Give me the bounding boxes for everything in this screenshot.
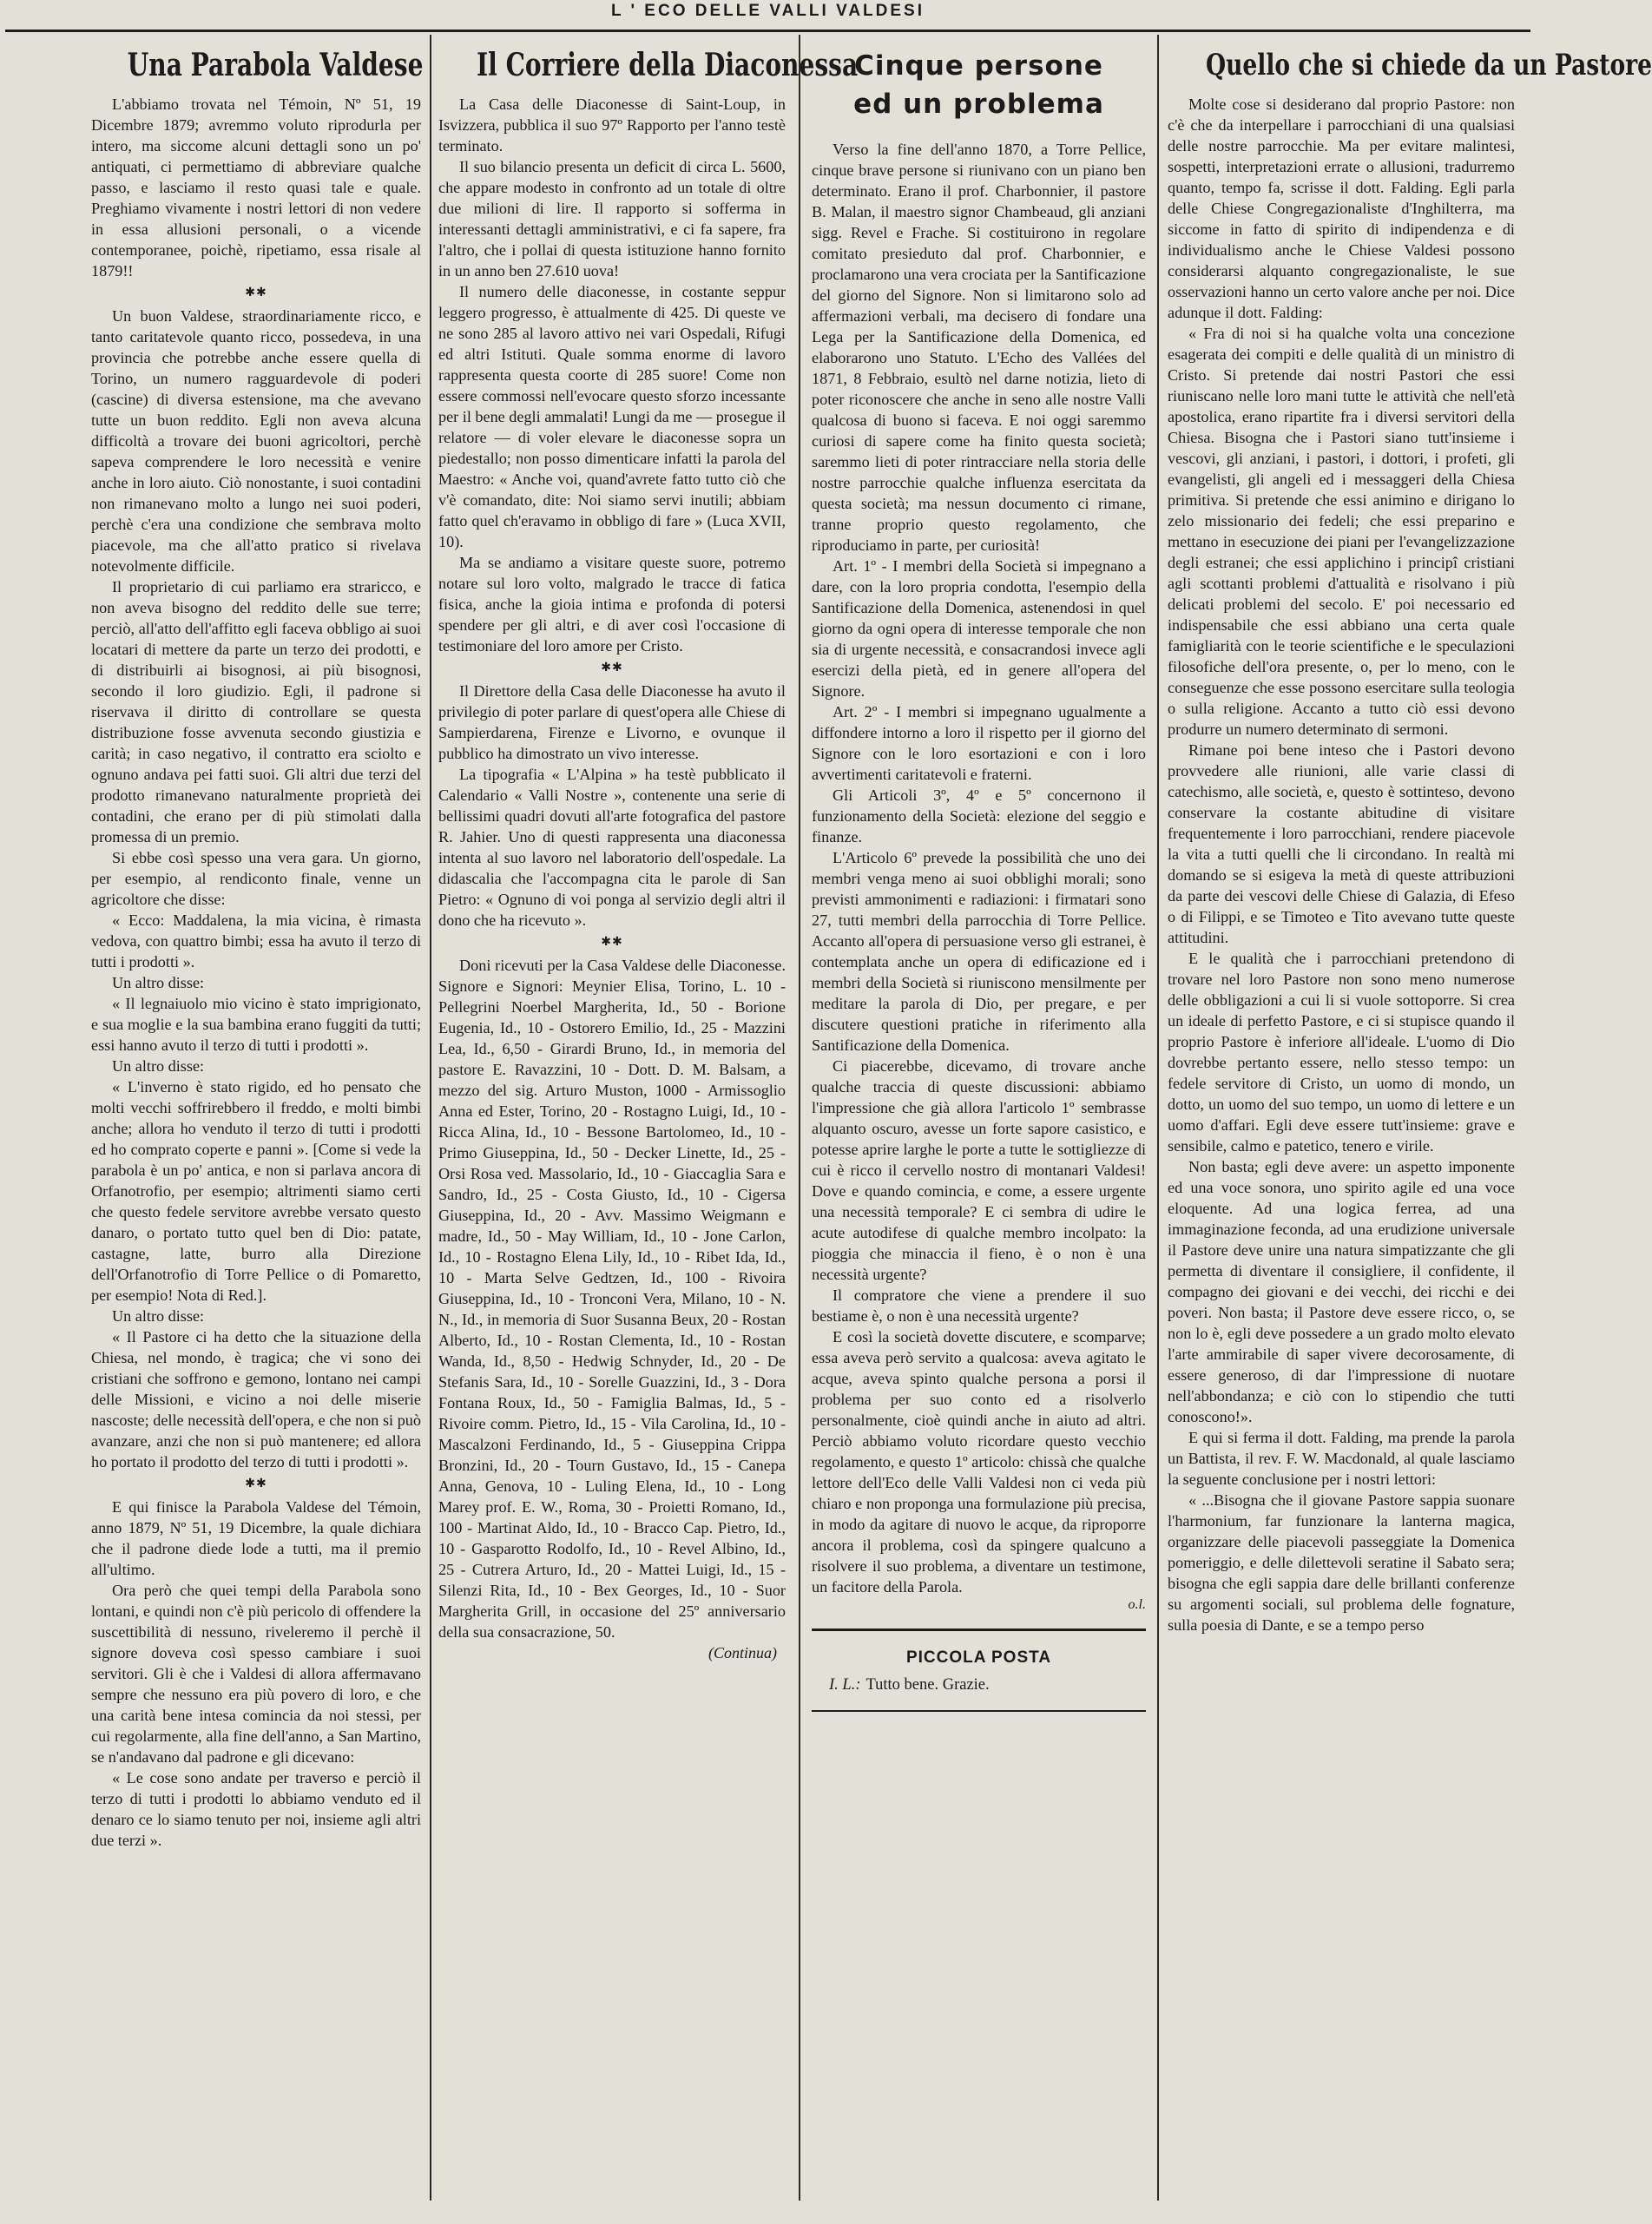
paragraph: Il proprietario di cui parliamo era straricco, e non aveva bisogno del reddito delle sue terre; perciò, all'atto dell'affitto egli faceva obbligo ai suoi locatari di mettere da parte un terzo dei prodotti, e di distribuirli ai bisognosi, ai più bisognosi, secondo il loro giudizio. Egli, il padrone si riservava il diritto di controllare se questa distribuzione fosse avvenuta secondo giustizia e carità; in caso negativo, il contratto era sciolto e ognuno andava pei fatti suoi. Gli altri due terzi del prodotto rimanevano naturalmente proprietà dei contadini, che erano per di più stimolati dalla promessa di un premio. bbox=[91, 578, 421, 846]
column-divider bbox=[799, 35, 800, 2201]
masthead-title: L ' ECO DELLE VALLI VALDESI bbox=[610, 2, 925, 20]
section-separator: ✱✱ bbox=[245, 286, 267, 299]
article-title-line1: Cinque persone bbox=[854, 50, 1103, 82]
continua-label: (Continua) bbox=[708, 1644, 777, 1661]
paragraph: Il compratore che viene a prendere il suo bestiame è, o non è una necessità urgente? bbox=[812, 1286, 1146, 1325]
article-title: Quello che si chiede da un Pastore bbox=[1206, 48, 1652, 82]
section-separator: ✱✱ bbox=[601, 661, 623, 674]
article-cinque-persone bbox=[812, 35, 1146, 2214]
paragraph: E qui finisce la Parabola Valdese del Témoin, anno 1879, Nº 51, 19 Dicembre, la quale dichiara che il padrone diede lode a tutti, ma il premio all'ultimo. bbox=[91, 1498, 421, 1578]
article-title bbox=[812, 47, 1146, 123]
paragraph: Un altro disse: bbox=[112, 1307, 205, 1325]
paragraph: Ora però che quei tempi della Parabola sono lontani, e quindi non c'è più pericolo di offendere la suscettibilità di nessuno, riveleremo il perchè il signore doveva così spesso cambiare i suoi servitori. Gli è che i Valdesi di allora affermavano sempre che nessuno era più povero di loro, e che una carità bene intesa comincia da noi stessi, per cui regolarmente, alla fine dell'anno, a San Martino, se n'andavano dal padrone e gli dicevano: bbox=[91, 1582, 421, 1766]
paragraph: L'Articolo 6º prevede la possibilità che uno dei membri venga meno ai suoi obblighi morali; sono previsti ammonimenti e radiazioni: i firmatari sono 27, tutti membri della parrocchia di Torre Pellice. Accanto all'opera di persuasione verso gli estranei, è contemplata anche un opera di edificazione ed i membri della Società si riuniscono mensilmente per meditare la parola di Dio, per pregare, e per discutere questioni pratiche in riferimento alla Santificazione della Domenica. bbox=[812, 849, 1146, 1054]
paragraph: « Fra di noi si ha qualche volta una concezione esagerata dei compiti e delle qualità di un ministro di Cristo. Si pretende dai nostri Pastori che essi riuniscano nelle loro mani tutte le attività che nell'età apostolica, erano ripartite fra i diversi servitori della Chiesa. Bisogna che i Pastori siano tutt'insieme i vescovi, gli anziani, i pastori, i dottori, i profeti, gli evangelisti, gli angeli ed i messaggeri della Chiesa primitiva. Si pretende che essi animino e dirigano lo zelo missionario dei fedeli; che essi preparino e mettano in esecuzione dei piani per l'evangelizzazione degli estranei; che essi applichino i principî cristiani agli scottanti problemi d'attualità e risolvano i più delicati problemi del secolo. E' poi necessario ed indispensabile che essi abbiano una certa quale famigliarità con le teorie scientifiche e le speculazioni filosofiche dell'ora presente, o, per lo meno, con le conseguenze che esse possono esercitare sulla teologia o sulla religione. Accanto a tutto ciò essi devono produrre un numero determinato di sermoni. bbox=[1168, 325, 1515, 738]
paragraph: E così la società dovette discutere, e scomparve; essa avevа però servito a qualcosa: aveva agitato le acque, aveva spinto qualche persona a porsi il problema per suo conto ed a risolverlo personalmente, cioè quindi anche in aiuto ad altri. Perciò abbiamo voluto ricordare questo vecchio regolamento, e questo 1º articolo: chissà che qualche lettore dell'Eco delle Valli Valdesi non ci veda più chiaro e non proponga una formulazione più precisa, in modo da agitare di nuovo le acque, da riproporre ancora il problema, così da spingere qualcuno a risolvere il suo problema, a diventare un testimone, un facitore della Parola. bbox=[812, 1328, 1146, 1596]
paragraph: Art. 2º - I membri si impegnano ugualmente a diffondere intorno a loro il rispetto per il giorno del Signore con le loro esortazioni e con i loro avvertimenti caritatevoli e fraterni. bbox=[812, 703, 1146, 783]
article-title-line2: ed un problema bbox=[853, 89, 1104, 120]
article-title: Una Parabola Valdese bbox=[127, 47, 424, 83]
paragraph: Il suo bilancio presenta un deficit di circa L. 5600, che appare modesto in confronto ad un totale di oltre due milioni di lire. Il rapporto si sofferma in interessanti dettagli amministrativi, e ci fa sapere, fra l'altro, che i pollai di questa istituzione hanno fornito in un anno ben 27.610 uova! bbox=[438, 158, 786, 280]
section-rule bbox=[812, 1629, 1146, 1631]
paragraph: « Il Pastore ci ha detto che la situazione della Chiesa, nel mondo, è tragica; che vi sono dei cristiani che soffrono e gemono, lontano nei campi delle Missioni, e vicino a noi delle miserie nascoste; delle necessità dell'opera, e che non si può avanzare, anzi che non si può mantenere; ed allora ho portato il prodotto del terzo di tutti i prodotti ». bbox=[91, 1328, 421, 1471]
section-separator: ✱✱ bbox=[601, 936, 623, 949]
paragraph: Il numero delle diaconesse, in costante seppur leggero progresso, è attualmente di 425. Di queste ve ne sono 285 al lavoro attivo nei vari Ospedali, Rifugi ed altri Istituti. Quale somma enorme di lavoro rappresenta questa coorte di 285 suore! Come non essere commossi nell'evocare questo sforzo incessante per il bene degli ammalati! Lungi da me — prosegue il relatore — di voler elevare le diaconesse sopra un piedestallo; non posso dimenticare infatti la parola del Maestro: « Anche voi, quand'avrete fatto tutto ciò che v'è comandato, dite: Noi siamo servi inutili; abbiam fatto quel ch'eravamo in obbligo di fare » (Luca XVII, 10). bbox=[438, 283, 787, 550]
paragraph: Ci piacerebbe, dicevamo, di trovare anche qualche traccia di queste discussioni: abbiamo l'impressione che già allora l'articolo 1º sembrasse alquanto oscuro, avesse un forte sapore casistico, e potesse aprire larghe le porte a tutte le sottigliezze di cui è ricco il cervello nostro di montanari Valdesi! Dove e quando comincia, e come, a essere urgente una necessità temporale? E ci sembra di udire le acute autodifese di qualche membro incolpato: la pioggia che minaccia il fieno, è o non è una necessità urgente? bbox=[812, 1057, 1146, 1283]
paragraph: « Il legnaiuolo mio vicino è stato imprigionato, e sua moglie e la sua bambina erano fuggiti da tutti; essi hanno avuto il terzo di tutti i prodotti ». bbox=[91, 995, 421, 1054]
paragraph: Gli Articoli 3º, 4º e 5º concernono il funzionamento della Società: elezione del seggio e finanze. bbox=[812, 786, 1146, 846]
paragraph: Molte cose si desiderano dal proprio Pastore: non c'è che da interpellare i parrocchiani di una qualsiasi delle nostre parrocchie. Ma per evitare malintesi, sospetti, interpretazioni errate o allusioni, tradurremo quanto, tempo fa, scrisse il dott. Falding. Egli parla delle Chiese Congregazionaliste d'Inghilterra, ma siccome in fatto di spirito di indipendenza e di individualismo anche le Chiese Valdesi possono considerarsi alquanto congregazionaliste, le sue osservazioni hanno un certo valore anche per noi. Dice adunque il dott. Falding: bbox=[1168, 95, 1515, 321]
column-divider bbox=[430, 35, 431, 2201]
paragraph: Un buon Valdese, straordinariamente ricco, e tanto caritatevole quanto ricco, possedeva, in una provincia che potrebbe anche essere quella di Torino, un numero ragguardevole di poderi (cascine) di diversa estensione, ma che avevano tutte un buon reddito. Egli non aveva alcuna difficoltà a trovare dei buoni agricoltori, perchè sapeva comprendere le loro necessità e venire anche in loro aiuto. Ciò nonostante, i suoi contadini non rimanevano molto a lungo nei suoi poderi, perchè c'era una condizione che sembrava molto piacevole, ma che all'atto pratico si rivelava notevolmente difficile. bbox=[91, 307, 421, 575]
paragraph: Si ebbe così spesso una vera gara. Un giorno, per esempio, al rendiconto finale, venne un agricoltore che disse: bbox=[91, 849, 421, 908]
article-intro: L'abbiamo trovata nel Témoin, Nº 51, 19 Dicembre 1879; avremmo voluto riprodurla per intero, ma siccome alcuni dettagli sono un po' antiquati, ci permettiamo di abbreviare qualche passo, e lasciamo il resto quasi tale e quale. Preghiamo vivamente i nostri lettori di non vedere in essa allusioni personali, o a vicende contemporanee, poichè, ripetiamo, essa risale al 1879!! bbox=[91, 95, 421, 280]
paragraph: Un altro disse: bbox=[112, 974, 205, 991]
paragraph: Il Direttore della Casa delle Diaconesse ha avuto il privilegio di poter parlare di quest'opera alle Chiese di Sampierdarena, Firenze e Livorno, e ovunque il pubblico ha dimostrato un vivo interesse. bbox=[438, 682, 786, 762]
paragraph: La Casa delle Diaconesse di Saint-Loup, in Isvizzera, pubblica il suo 97º Rapporto per l'anno testè terminato. bbox=[438, 95, 786, 155]
paragraph: Rimane poi bene inteso che i Pastori devono provvedere alle riunioni, alle varie classi di catechismo, alle società, e, questo è sottinteso, devono conservare la costante abitudine di visitare frequentemente i loro parrocchiani, rendere piacevole la vita a tutti quelli che li circondano. In realtà mi domando se si esigeva la metà di queste attribuzioni da parte dei vescovi delle Chiese di Galazia, di Efeso o di Filippi, e se Timoteo e Tito avevano tutte queste attitudini. bbox=[1168, 741, 1515, 946]
article-parabola bbox=[91, 35, 424, 2214]
article-title: Il Corriere della Diaconessa bbox=[477, 47, 859, 83]
masthead-rule bbox=[5, 30, 1530, 32]
posta-message: Tutto bene. Grazie. bbox=[865, 1676, 990, 1694]
paragraph: Non basta; egli deve avere: un aspetto imponente ed una voce sonora, uno spirito agile ed una voce eloquente. Ad una logica ferrea, ad una immaginazione feconda, ad una erudizione universale il Pastore deve unire una natura simpatizzante che gli permetta di diventare il consigliere, il confidente, il compagno dei giovani e dei vecchi, dei ricchi e dei poveri. Non basta; il Pastore deve essere ricco, o, se non lo è, egli deve possedere a un grado molto elevato l'arte ammirabile di saper vivere decorosamente, di essere generoso, di dar l'impressione di nuotare nell'abbondanza; e ciò con lo stipendio che tutti conoscono!». bbox=[1168, 1158, 1515, 1425]
paragraph: Un altro disse: bbox=[112, 1057, 205, 1075]
paragraph: « ...Bisogna che il giovane Pastore sappia suonare l'harmonium, far funzionare la lanterna magica, organizzare delle piacevoli passeggiate la Domenica pomeriggio, e delle dilettevoli seratine il Sabato sera; bisogna che egli sappia dare delle brillanti conferenze su argomenti sociali, sul problema delle fognature, sulla poesia di Dante, e se a tempo perso bbox=[1168, 1491, 1515, 1634]
paragraph: « L'inverno è stato rigido, ed ho pensato che molti vecchi soffrirebbero il freddo, e molti bimbi anche; allora ho venduto il terzo di tutti i prodotti ed ho comprato coperte e panni ». [Come si vede la parabola è un po' antica, e non si parlava ancora di Orfanotrofio, per esempio; altrimenti siamo certi che questo fedele servitore avrebbe versato questo danaro, o portato tutto quel ben di Dio: patate, castagne, latte, burro alla Direzione dell'Orfanotrofio di Torre Pellice o di Pomaretto, per esempio! Nota di Red.]. bbox=[91, 1078, 421, 1304]
column-divider bbox=[1157, 35, 1159, 2201]
paragraph: « Le cose sono andate per traverso e perciò il terzo di tutti i prodotti lo abbiamo venduto ed il denaro ce lo siamo tenuto per noi, insieme agli altri due terzi ». bbox=[91, 1769, 421, 1849]
posta-recipient: I. L.: bbox=[829, 1676, 861, 1694]
piccola-posta-title: PICCOLA POSTA bbox=[905, 1648, 1052, 1667]
article-pastore bbox=[1168, 35, 1652, 2214]
piccola-posta-entry bbox=[829, 1676, 1146, 1694]
paragraph: E qui si ferma il dott. Falding, ma prende la parola un Battista, il rev. F. W. Macdonald, al quale lasciamo la seguente conclusione per i nostri lettori: bbox=[1168, 1429, 1515, 1488]
article-diaconessa bbox=[438, 35, 859, 2214]
paragraph: Verso la fine dell'anno 1870, a Torre Pellice, cinque brave persone si riunivano con un piano ben determinato. Erano il prof. Charbonnier, il pastore B. Malan, il maestro signor Chambeaud, gli anziani sigg. Revel e Frache. Si costituirono in regolare comitato presieduto dal prof. Charbonnier, e proclamarono una vera crociata per la Santificazione del giorno del Signore. Non si limitarono solo ad affermazioni verbali, ma decisero di fondare una Lega per la Santificazione della Domenica, ed elaborarono uno Statuto. L'Echo des Vallées del 1871, 8 Febbraio, esultò nel darne notizia, lieto di poter riconoscere che anche in seno alle nostre Valli qualcosa di buono si faceva. E noi oggi saremmo curiosi di sapere come ha finito questa società; saremmo lieti di poter rintracciare nella storia delle nostre parrocchie qualche influenza esercitata da questa società; ma nessun documento ci rimane, tranne proprio questo regolamento, che riproduciamo in parte, per curiosità! bbox=[812, 141, 1146, 554]
section-rule bbox=[812, 1710, 1146, 1712]
paragraph: Art. 1º - I membri della Società si impegnano a dare, con la loro propria condotta, l'esempio della Santificazione della Domenica, astenendosi in quel giorno da ogni opera di interesse temporale che non sia di urgente necessità, e consacrandosi invece agli esercizi della pietà, ed in genere all'opera del Signore. bbox=[812, 557, 1146, 700]
author-signature: o.l. bbox=[1128, 1597, 1146, 1612]
paragraph: Ma se andiamo a visitare queste suore, potremo notare sul loro volto, malgrado le tracce di fatica fisica, anche la gioia intima e profonda di potersi spendere per gli altri, e di aver così l'occasione di testimoniare del loro amore per Cristo. bbox=[438, 554, 786, 655]
donations-list: Doni ricevuti per la Casa Valdese delle Diaconesse. Signore e Signori: Meynier Elisa, Torino, L. 10 - Pellegrini Noerbel Margherita, Id., 50 - Borione Eugenia, Id., 10 - Ostorero Emilio, Id., 25 - Mazzini Lea, Id., 6,50 - Girardi Bruno, Id., in memoria del pastore E. Ravazzini, 10 - Dott. D. M. Balsam, a mezzo del sig. Arturo Muston, 1000 - Armissoglio Anna ed Ester, Torino, 20 - Rostagno Luigi, Id., 10 - Ricca Alina, Id., 10 - Bessone Bartolomeo, Id., 10 - Primo Giuseppina, Id., 50 - Decker Linette, Id., 25 - Orsi Rosa ved. Massolario, Id., 10 - Giaccaglia Sara e Sandro, Id., 25 - Costa Giusto, Id., 10 - Cigersa Giuseppina, Id., 20 - Avv. Massimo Weigmann e madre, Id., 50 - May William, Id., 10 - Jone Carlon, Id., 10 - Rostagno Elena Lily, Id., 10 - Ribet Ida, Id., 10 - Marta Selve Gedtzen, Id., 100 - Rivoira Giuseppina, Id., 10 - Tronconi Vera, Milano, 10 - N. N., Id., in memoria di Suor Susanna Beux, 20 - Rostan Alberto, Id., 10 - Rostan Clementa, Id., 10 - Rostan Wanda, Id., 8,50 - Hedwig Schnyder, Id., 20 - De Stefanis Sara, Id., 10 - Sorelle Guazzini, Id., 3 - Dora Fontana Roux, Id., 50 - Famiglia Balmas, Id., 5 - Rivoire comm. Pietro, Id., 15 - Vila Carolina, Id., 10 - Mascalzoni Ferdinando, Id., 5 - Giuseppina Crippa Bronzini, Id., 20 - Tourn Gustavo, Id., 15 - Canepa Anna, Genova, 10 - Luling Elena, Id., 10 - Long Marey prof. E. W., Roma, 30 - Proietti Romano, Id., 100 - Martinat Aldo, Id., 10 - Bracco Cap. Pietro, Id., 10 - Gasparotto Rodolfo, Id., 10 - Revel Albino, Id., 25 - Cutrera Arturo, Id., 20 - Mattei Luigi, Id., 15 - Silenzi Rita, Id., 10 - Bex Georges, Id., 10 - Suor Margherita Grill, in occasione del 25º anniversario della sua consacrazione, 50. bbox=[438, 957, 786, 1641]
paragraph: La tipografia « L'Alpina » ha testè pubblicato il Calendario « Valli Nostre », contenente una serie di bellissimi quadri dovuti all'arte fotografica del pastore R. Jahier. Uno di questi rappresenta una diaconessa intenta al suo lavoro nel laboratorio dell'ospedale. La didascalia che l'accompagna cita le parole di San Pietro: « Ognuno di voi ponga al servizio degli altri il dono che ha ricevuto ». bbox=[438, 766, 786, 929]
paragraph: « Ecco: Maddalena, la mia vicina, è rimasta vedova, con quattro bimbi; essa ha avuto il terzo di tutti i prodotti ». bbox=[91, 911, 421, 971]
section-separator: ✱✱ bbox=[245, 1477, 267, 1490]
paragraph: E le qualità che i parrocchiani pretendono di trovare nel loro Pastore non sono meno numerose delle obbligazioni a cui li si vuole sottoporre. Si crea un ideale di perfetto Pastore, e ci si stupisce quando il proprio Pastore è inferiore all'ideale. L'uomo di Dio dovrebbe pertanto essere, nello stesso tempo: un fedele servitore di Cristo, un uomo di mondo, un dotto, un uomo del suo tempo, un uomo di lettere e un uomo d'affari. Egli deve essere tutt'insieme: grave e sensibile, calmo e patetico, tenero e virile. bbox=[1168, 950, 1515, 1155]
